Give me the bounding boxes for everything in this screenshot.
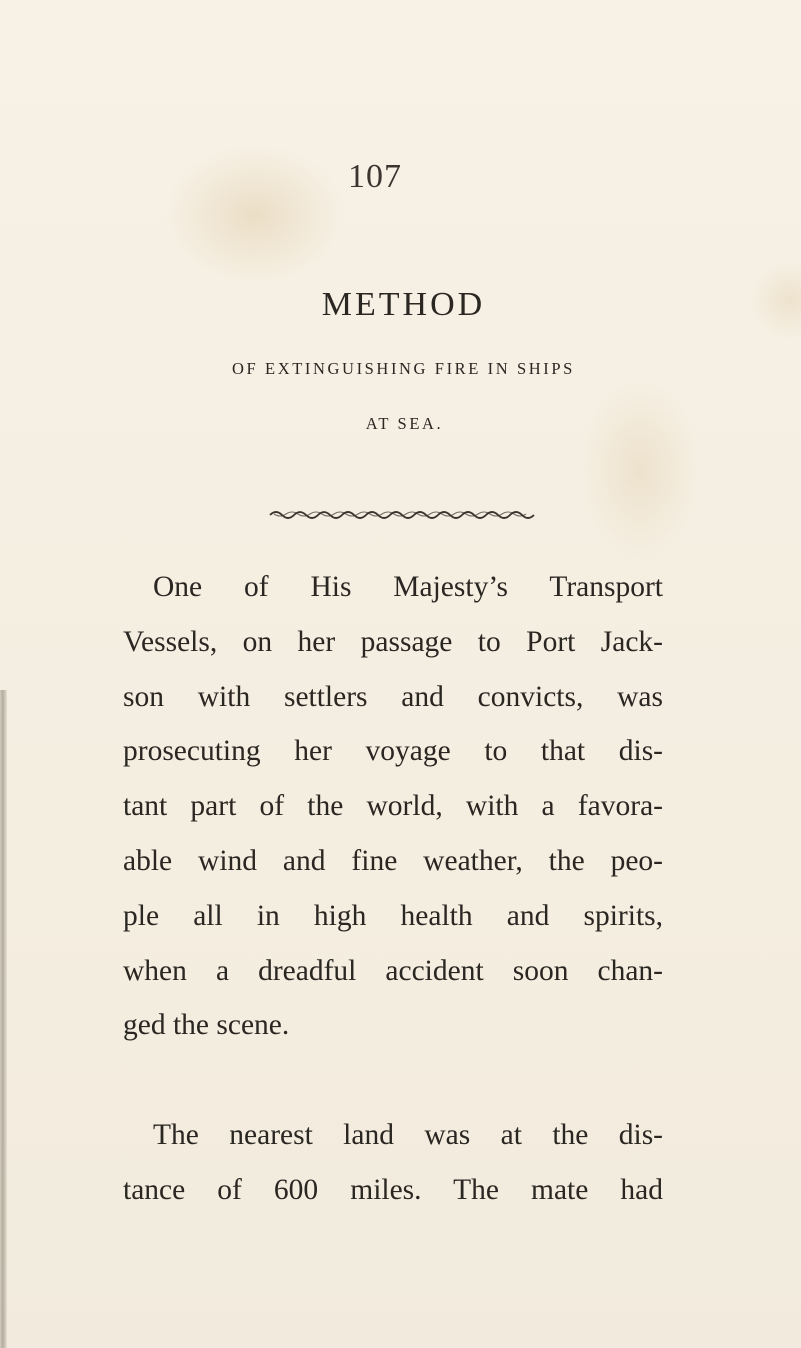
text-line: The nearest land was at the dis-	[153, 1119, 663, 1152]
text-line: One of His Majesty’s Transport	[153, 571, 663, 603]
text-line: when a dreadful accident soon chan-	[123, 954, 663, 987]
chapter-subtitle-line-1: OF EXTINGUISHING FIRE IN SHIPS	[232, 359, 575, 378]
body-text	[123, 560, 663, 1218]
chapter-title: METHOD	[321, 286, 486, 323]
decorative-wavy-rule	[268, 506, 538, 520]
text-line: ged the scene.	[123, 1009, 290, 1042]
chapter-subtitle-line-2: AT SEA.	[365, 414, 444, 433]
text-line: Vessels, on her passage to Port Jack-	[123, 625, 663, 658]
text-line: ple all in high health and spirits,	[123, 899, 663, 932]
page-edge-shadow	[0, 690, 7, 1348]
page-number: 107	[348, 158, 402, 195]
text-line: son with settlers and convicts, was	[123, 680, 663, 713]
paragraph-2	[123, 1108, 663, 1218]
text-line: tant part of the world, with a favora-	[123, 790, 663, 823]
paragraph-1	[123, 560, 663, 1053]
text-line: prosecuting her voyage to that dis-	[123, 735, 663, 768]
text-line: tance of 600 miles. The mate had	[123, 1173, 663, 1206]
text-line: able wind and fine weather, the peo-	[123, 844, 663, 877]
